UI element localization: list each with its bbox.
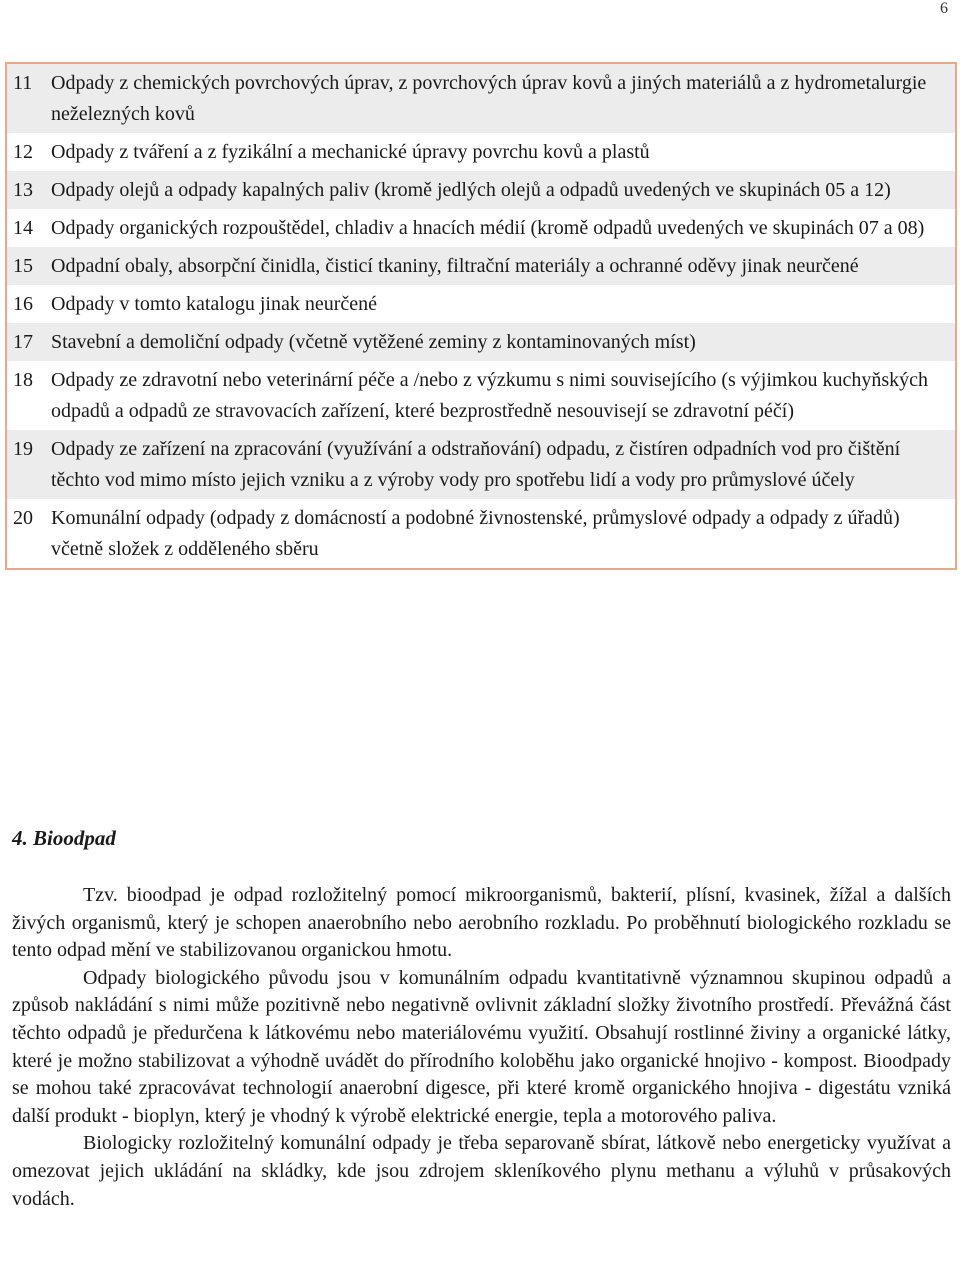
page-number: 6 (940, 0, 948, 17)
table-row (6, 323, 956, 361)
group-description: Odpady ze zdravotní nebo veterinární péče a /nebo z výzkumu s nimi souvisejícího (s výjimkou kuchyňských odpadů a odpadů ze stravovacích zařízení, které bezprostředně nesouvisejí se zdravotní péčí) (51, 369, 929, 422)
section-body (12, 882, 951, 1213)
group-code: 12 (13, 141, 33, 163)
paragraph: Biologicky rozložitelný komunální odpady je třeba separovaně sbírat, látkově nebo energeticky využívat a omezovat jejich ukládání na skládky, kde jsou zdrojem skleníkového plynu methanu a výluhů v průsakových vodách. (12, 1132, 951, 1210)
group-code: 16 (13, 293, 33, 315)
group-description: Odpady z chemických povrchových úprav, z povrchových úprav kovů a jiných materiálů a z hydrometalurgie neželezných kovů (51, 72, 927, 125)
section-heading: 4. Bioodpad (12, 826, 116, 850)
group-description: Odpady z tváření a z fyzikální a mechanické úpravy povrchu kovů a plastů (51, 141, 650, 163)
paragraph: Odpady biologického původu jsou v komunálním odpadu kvantitativně významnou skupinou odpadů a způsob nakládání s nimi může pozitivně nebo negativně ovlivnit základní složky životního prostředí. Převážná část těchto odpadů je předurčena k látkovému nebo materiálovému využití. Obsahují rostlinné živiny a organické látky, které je možno stabilizovat a výhodně uvádět do přírodního koloběhu jako organické hnojivo - kompost. Bioodpady se mohou také zpracovávat technologií anaerobní digesce, při které kromě organického hnojiva - digestátu vzniká další produkt - bioplyn, který je vhodný k výrobě elektrické energie, tepla a motorového paliva. (12, 966, 951, 1127)
group-code: 13 (13, 179, 33, 201)
table-row (6, 63, 956, 133)
group-code: 20 (13, 507, 33, 529)
group-code: 18 (13, 369, 33, 391)
group-description: Odpady ze zařízení na zpracování (využívání a odstraňování) odpadu, z čistíren odpadních vod pro čištění těchto vod mimo místo jejich vzniku a z výroby vody pro spotřebu lidí a vody pro průmyslové účely (51, 438, 901, 491)
group-code: 17 (13, 331, 33, 353)
table-row (6, 133, 956, 171)
table-row (6, 285, 956, 323)
paragraph: Tzv. bioodpad je odpad rozložitelný pomocí mikroorganismů, bakterií, plísní, kvasinek, žížal a dalších živých organismů, který je schopen anaerobního nebo aerobního rozkladu. Po proběhnutí biologického rozkladu se tento odpad mění ve stabilizovanou organickou hmotu. (12, 884, 951, 962)
group-description: Odpady organických rozpouštědel, chladiv a hnacích médií (kromě odpadů uvedených ve skupinách 07 a 08) (51, 217, 925, 239)
table-row (6, 361, 956, 430)
group-code: 14 (13, 217, 33, 239)
group-description: Odpadní obaly, absorpční činidla, čisticí tkaniny, filtrační materiály a ochranné oděvy jinak neurčené (51, 255, 859, 277)
group-code: 11 (13, 72, 33, 94)
table-row (6, 209, 956, 247)
group-description: Odpady v tomto katalogu jinak neurčené (51, 293, 378, 315)
group-description: Stavební a demoliční odpady (včetně vytěžené zeminy z kontaminovaných míst) (51, 331, 696, 353)
table-row (6, 171, 956, 209)
group-description: Odpady olejů a odpady kapalných paliv (kromě jedlých olejů a odpadů uvedených ve skupinách 05 a 12) (51, 179, 891, 201)
group-code: 19 (13, 438, 33, 460)
waste-catalog-table (5, 62, 957, 570)
group-description: Komunální odpady (odpady z domácností a podobné živnostenské, průmyslové odpady a odpady z úřadů) včetně složek z odděleného sběru (51, 507, 900, 560)
table-row (6, 430, 956, 499)
group-code: 15 (13, 255, 33, 277)
table-row (6, 247, 956, 285)
table-row (6, 499, 956, 569)
